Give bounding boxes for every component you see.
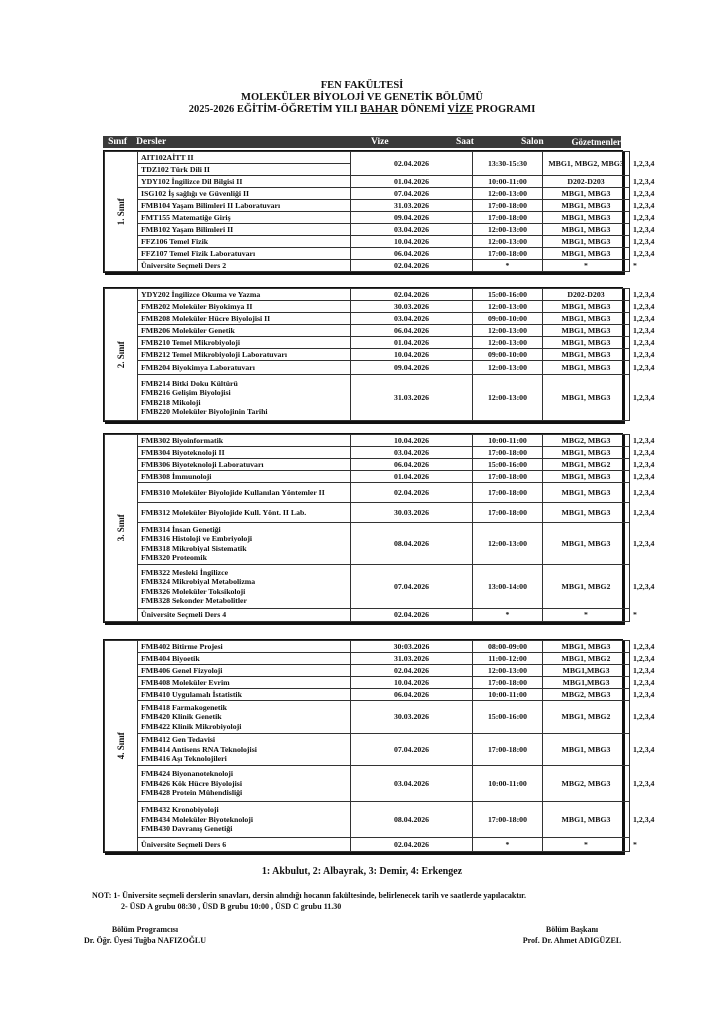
course-name: FMB414 Antisens RNA Teknolojisi xyxy=(141,744,257,754)
table-row: 4. Sınıf FMB402 Bitirme Projesi 30:03.2026 08:00-09:00 MBG1, MBG3 1,2,3,4 xyxy=(105,641,630,653)
exam-room: MBG1, MBG3 xyxy=(543,471,630,483)
class-block xyxy=(103,639,655,853)
exam-time: * xyxy=(473,838,543,852)
class-block xyxy=(103,433,655,623)
course-name: FMB404 Biyoetik xyxy=(141,653,200,663)
exam-time: 17:00-18:00 xyxy=(473,483,543,503)
class-label: 4. Sınıf xyxy=(115,732,126,760)
course-name: FMB218 Mikoloji xyxy=(141,397,201,407)
table-row: FMB322 Mesleki İngilizce FMB324 Mikrobiyal Metabolizma FMB326 Moleküler Toksikoloji FMB328 Sekonder Metabolitler 07.04.2026 13:00-14:00 MBG1, MBG2 1,2,3,4 xyxy=(105,565,630,609)
class-block xyxy=(103,287,655,422)
course-cell xyxy=(138,483,351,503)
exam-date: 01.04.2026 xyxy=(351,471,473,483)
exam-date: 07.04.2026 xyxy=(351,734,473,766)
course-cell xyxy=(138,200,351,212)
exam-room: MBG1, MBG3 xyxy=(543,361,630,375)
exam-room: MBG2, MBG3 xyxy=(543,689,630,701)
header-gozetmenler: Gözetmenler xyxy=(571,137,621,147)
table-row: FMB208 Moleküler Hücre Biyolojisi II 03.04.2026 09:00-10:00 MBG1, MBG3 1,2,3,4 xyxy=(105,313,630,325)
course-cell xyxy=(138,471,351,483)
exam-date: 02.04.2026 xyxy=(351,838,473,852)
class-label: 3. Sınıf xyxy=(115,514,126,542)
course-name: FFZ107 Temel Fizik Laboratuvarı xyxy=(141,248,256,258)
notes xyxy=(92,890,526,912)
table-row: FMB306 Biyoteknoloji Laboratuvarı 06.04.2026 15:00-16:00 MBG1, MBG2 1,2,3,4 xyxy=(105,459,630,471)
exam-time: 17:00-18:00 xyxy=(473,200,543,212)
exam-time: 15:00-16:00 xyxy=(473,459,543,471)
exam-room: * xyxy=(543,838,630,852)
table-row: FMB412 Gen Tedavisi FMB414 Antisens RNA Teknolojisi FMB416 Aşı Teknolojileri 07.04.2026 17:00-18:00 MBG1, MBG3 1,2,3,4 xyxy=(105,734,630,766)
exam-room: MBG1, MBG3 xyxy=(543,447,630,459)
exam-time: 15:00-16:00 xyxy=(473,289,543,301)
course-name: FMB304 Biyoteknoloji II xyxy=(141,447,225,457)
exam-date: 30.03.2026 xyxy=(351,301,473,313)
course-cell xyxy=(138,349,351,361)
header-dersler: Dersler xyxy=(136,137,167,147)
exam-room: MBG1, MBG3 xyxy=(543,349,630,361)
course-name: Üniversite Seçmeli Ders 4 xyxy=(141,610,227,620)
exam-room: MBG1, MBG3 xyxy=(543,523,630,565)
exam-date: 06.04.2026 xyxy=(351,689,473,701)
course-name: FMB426 Kök Hücre Biyolojisi xyxy=(141,778,242,788)
course-name: FMB104 Yaşam Bilimleri II Laboratuvarı xyxy=(141,200,281,210)
table-row: 1. Sınıf AIT102AİTT II 02.04.2026 13:30-15:30 MBG1, MBG2, MBG3 1,2,3,4 xyxy=(105,152,630,164)
course-cell xyxy=(138,665,351,677)
table-row: 2. Sınıf YDY202 İngilizce Okuma ve Yazma 02.04.2026 15:00-16:00 D202-D203 1,2,3,4 xyxy=(105,289,630,301)
course-cell xyxy=(138,459,351,471)
course-cell xyxy=(138,337,351,349)
course-cell xyxy=(138,641,351,653)
course-name: ISG102 İş sağlığı ve Güvenliği II xyxy=(141,188,250,198)
exam-time: 12:00-13:00 xyxy=(473,224,543,236)
exam-date: 31.03.2026 xyxy=(351,653,473,665)
exam-date: 03.04.2026 xyxy=(351,766,473,802)
exam-time: * xyxy=(473,609,543,622)
exam-time: 15:00-16:00 xyxy=(473,701,543,734)
course-name: FMB318 Mikrobiyal Sistematik xyxy=(141,543,247,553)
program-title-term: BAHAR xyxy=(360,104,399,115)
exam-date: 10.04.2026 xyxy=(351,236,473,248)
course-name: FMB312 Moleküler Biyolojide Kull. Yönt. II Lab. xyxy=(141,507,307,517)
table-row: FFZ106 Temel Fizik 10.04.2026 12:00-13:00 MBG1, MBG3 1,2,3,4 xyxy=(105,236,630,248)
header-salon: Salon xyxy=(520,137,544,147)
exam-room: MBG1, MBG3 xyxy=(543,734,630,766)
table-row: FMB204 Biyokimya Laboratuvarı 09.04.2026 12:00-13:00 MBG1, MBG3 1,2,3,4 xyxy=(105,361,630,375)
exam-date: 06.04.2026 xyxy=(351,325,473,337)
exam-room: MBG2, MBG3 xyxy=(543,435,630,447)
exam-date: 31.03.2026 xyxy=(351,375,473,421)
exam-room: MBG2, MBG3 xyxy=(543,766,630,802)
exam-room: MBG1, MBG2 xyxy=(543,653,630,665)
table-row: FMB310 Moleküler Biyolojide Kullanılan Yöntemler II 02.04.2026 17:00-18:00 MBG1, MBG3 1,2,3,4 xyxy=(105,483,630,503)
course-cell xyxy=(138,224,351,236)
exam-time: 17:00-18:00 xyxy=(473,212,543,224)
course-name: FMB406 Genel Fizyoloji xyxy=(141,665,223,675)
table-row: FMB432 Kronobiyoloji FMB434 Moleküler Biyoteknoloji FMB430 Davranış Genetiği 08.04.2026 17:00-18:00 MBG1, MBG3 1,2,3,4 xyxy=(105,802,630,838)
course-cell xyxy=(138,565,351,609)
course-name: Üniversite Seçmeli Ders 2 xyxy=(141,260,227,270)
class-label-cell xyxy=(105,152,138,272)
course-cell xyxy=(138,260,351,272)
exam-room: MBG1, MBG3 xyxy=(543,325,630,337)
course-cell xyxy=(138,248,351,260)
course-name: FFZ106 Temel Fizik xyxy=(141,236,209,246)
course-cell xyxy=(138,313,351,325)
course-name: FMB408 Moleküler Evrim xyxy=(141,677,230,687)
exam-time: 17:00-18:00 xyxy=(473,802,543,838)
note-2: 2- ÜSD A grubu 08:30 , ÜSD B grubu 10:00 , ÜSD C grubu 11.30 xyxy=(121,902,342,911)
exam-time: 13:00-14:00 xyxy=(473,565,543,609)
table-row: FMB408 Moleküler Evrim 10.04.2026 17:00-18:00 MBG1,MBG3 1,2,3,4 xyxy=(105,677,630,689)
table-row: FMB424 Biyonanoteknoloji FMB426 Kök Hücre Biyolojisi FMB428 Protein Mühendisliği 03.04.2026 10:00-11:00 MBG2, MBG3 1,2,3,4 xyxy=(105,766,630,802)
exam-room: MBG1, MBG3 xyxy=(543,641,630,653)
schedule-table xyxy=(104,151,655,272)
table-row: YDY102 İngilizce Dil Bilgisi II 01.04.2026 10:00-11:00 D202-D203 1,2,3,4 xyxy=(105,176,630,188)
exam-date: 10.04.2026 xyxy=(351,349,473,361)
program-title xyxy=(0,104,724,116)
signature-programmer-name: Dr. Öğr. Üyesi Tuğba NAFIZOĞLU xyxy=(83,936,207,945)
course-cell xyxy=(138,289,351,301)
course-cell xyxy=(138,375,351,421)
exam-date: 03.04.2026 xyxy=(351,313,473,325)
course-cell xyxy=(138,677,351,689)
exam-date: 02.04.2026 xyxy=(351,260,473,272)
exam-date: 07.04.2026 xyxy=(351,565,473,609)
course-name: FMB202 Moleküler Biyokimya II xyxy=(141,301,253,311)
course-cell xyxy=(138,176,351,188)
course-name: FMB220 Moleküler Biyolojinin Tarihi xyxy=(141,407,268,416)
course-cell xyxy=(138,435,351,447)
course-cell xyxy=(138,653,351,665)
exam-room: MBG1,MBG3 xyxy=(543,665,630,677)
course-name: FMB204 Biyokimya Laboratuvarı xyxy=(141,362,255,372)
exam-date: 30.03.2026 xyxy=(351,701,473,734)
exam-time: 12:00-13:00 xyxy=(473,375,543,421)
department-title: MOLEKÜLER BİYOLOJİ VE GENETİK BÖLÜMÜ xyxy=(241,92,483,103)
exam-date: 08.04.2026 xyxy=(351,802,473,838)
course-name: FMB102 Yaşam Bilimleri II xyxy=(141,224,234,234)
exam-date: 07.04.2026 xyxy=(351,188,473,200)
course-cell xyxy=(138,188,351,200)
course-name: FMB212 Temel Mikrobiyoloji Laboratuvarı xyxy=(141,349,288,359)
course-name: FMB206 Moleküler Genetik xyxy=(141,325,235,335)
exam-time: 10:00-11:00 xyxy=(473,766,543,802)
exam-date: 06.04.2026 xyxy=(351,248,473,260)
schedule-table xyxy=(104,288,655,421)
exam-date: 08.04.2026 xyxy=(351,523,473,565)
table-row: Üniversite Seçmeli Ders 6 02.04.2026 * * * xyxy=(105,838,630,852)
course-name: FMB322 Mesleki İngilizce xyxy=(141,567,229,577)
table-header xyxy=(103,136,621,148)
program-title-exam-type: VİZE xyxy=(447,104,474,115)
table-row: FMB212 Temel Mikrobiyoloji Laboratuvarı 10.04.2026 09:00-10:00 MBG1, MBG3 1,2,3,4 xyxy=(105,349,630,361)
exam-date: 10.04.2026 xyxy=(351,435,473,447)
exam-date: 30:03.2026 xyxy=(351,641,473,653)
exam-room: D202-D203 xyxy=(543,176,630,188)
course-name: FMB410 Uygulamalı İstatistik xyxy=(141,689,242,699)
exam-room: MBG1, MBG2, MBG3 xyxy=(543,152,630,176)
course-name: FMB416 Aşı Teknolojileri xyxy=(141,754,227,764)
course-cell xyxy=(138,802,351,838)
schedule-table xyxy=(104,640,655,852)
exam-time: 12:00-13:00 xyxy=(473,665,543,677)
course-name: FMB210 Temel Mikrobiyoloji xyxy=(141,337,241,347)
exam-date: 02.04.2026 xyxy=(351,609,473,622)
class-label-cell xyxy=(105,641,138,852)
course-cell xyxy=(138,609,351,622)
course-name: FMB316 Histoloji ve Embriyoloji xyxy=(141,534,253,543)
table-row: ISG102 İş sağlığı ve Güvenliği II 07.04.2026 12:00-13:00 MBG1, MBG3 1,2,3,4 xyxy=(105,188,630,200)
exam-room: MBG1, MBG3 xyxy=(543,313,630,325)
course-cell xyxy=(138,447,351,459)
course-name: FMB308 İmmunoloji xyxy=(141,471,212,481)
course-cell xyxy=(138,766,351,802)
table-row: Üniversite Seçmeli Ders 2 02.04.2026 * * * xyxy=(105,260,630,272)
course-name: TDZ102 Türk Dili II xyxy=(141,164,210,174)
table-row: FMB102 Yaşam Bilimleri II 03.04.2026 12:00-13:00 MBG1, MBG3 1,2,3,4 xyxy=(105,224,630,236)
course-cell xyxy=(138,701,351,734)
exam-time: 17:00-18:00 xyxy=(473,734,543,766)
program-title-year: 2025-2026 EĞİTİM-ÖĞRETİM YILI xyxy=(188,104,361,115)
course-name: FMB328 Sekonder Metabolitler xyxy=(141,596,247,605)
course-name: FMB216 Gelişim Biyolojisi xyxy=(141,388,231,397)
table-row: Üniversite Seçmeli Ders 4 02.04.2026 * * * xyxy=(105,609,630,622)
course-cell xyxy=(138,236,351,248)
class-label-cell xyxy=(105,289,138,421)
exam-time: 12:00-13:00 xyxy=(473,188,543,200)
course-name: FMB214 Bitki Doku Kültürü xyxy=(141,378,238,388)
exam-time: 17:00-18:00 xyxy=(473,503,543,523)
course-name: FMB430 Davranış Genetiği xyxy=(141,824,233,834)
table-row: FMB312 Moleküler Biyolojide Kull. Yönt. II Lab. 30.03.2026 17:00-18:00 MBG1, MBG3 1,2,3,4 xyxy=(105,503,630,523)
header-vize: Vize xyxy=(370,137,389,147)
exam-room: MBG1, MBG3 xyxy=(543,301,630,313)
exam-room: MBG1, MBG3 xyxy=(543,212,630,224)
course-cell xyxy=(138,152,351,164)
header-saat: Saat xyxy=(455,137,474,147)
table-row: 3. Sınıf FMB302 Biyoinformatik 10.04.2026 10:00-11:00 MBG2, MBG3 1,2,3,4 xyxy=(105,435,630,447)
faculty-title: FEN FAKÜLTESİ xyxy=(320,80,404,91)
exam-time: 17:00-18:00 xyxy=(473,447,543,459)
course-name: FMT155 Matematiğe Giriş xyxy=(141,212,231,222)
table-row: FMB314 İnsan Genetiği FMB316 Histoloji ve Embriyoloji FMB318 Mikrobiyal Sistematik FMB320 Proteomik 08.04.2026 12:00-13:00 MBG1, MBG3 1,2,3,4 xyxy=(105,523,630,565)
table-row: FMB104 Yaşam Bilimleri II Laboratuvarı 31.03.2026 17:00-18:00 MBG1, MBG3 1,2,3,4 xyxy=(105,200,630,212)
proctor-legend: 1: Akbulut, 2: Albayrak, 3: Demir, 4: Erkengez xyxy=(261,866,463,877)
course-name: FMB302 Biyoinformatik xyxy=(141,435,224,445)
course-name: FMB428 Protein Mühendisliği xyxy=(141,788,243,798)
exam-time: 12:00-13:00 xyxy=(473,337,543,349)
class-label-cell xyxy=(105,435,138,622)
table-row: FMB308 İmmunoloji 01.04.2026 17:00-18:00 MBG1, MBG3 1,2,3,4 xyxy=(105,471,630,483)
exam-room: MBG1, MBG3 xyxy=(543,224,630,236)
course-name: FMB320 Proteomik xyxy=(141,553,207,562)
course-cell xyxy=(138,523,351,565)
course-name: YDY202 İngilizce Okuma ve Yazma xyxy=(141,289,261,299)
course-cell xyxy=(138,689,351,701)
exam-date: 30.03.2026 xyxy=(351,503,473,523)
exam-time: 12:00-13:00 xyxy=(473,523,543,565)
program-title-donem: DÖNEMİ xyxy=(398,104,448,115)
exam-room: MBG1, MBG3 xyxy=(543,375,630,421)
course-name: FMB306 Biyoteknoloji Laboratuvarı xyxy=(141,459,264,469)
table-row: FMB202 Moleküler Biyokimya II 30.03.2026 12:00-13:00 MBG1, MBG3 1,2,3,4 xyxy=(105,301,630,313)
exam-room: MBG1, MBG3 xyxy=(543,503,630,523)
exam-date: 01.04.2026 xyxy=(351,176,473,188)
exam-date: 10.04.2026 xyxy=(351,677,473,689)
course-cell xyxy=(138,503,351,523)
course-name: FMB432 Kronobiyoloji xyxy=(141,805,219,815)
exam-room: MBG1, MBG3 xyxy=(543,188,630,200)
exam-room: MBG1,MBG3 xyxy=(543,677,630,689)
course-name: FMB208 Moleküler Hücre Biyolojisi II xyxy=(141,313,271,323)
exam-time: 10:00-11:00 xyxy=(473,435,543,447)
exam-room: D202-D203 xyxy=(543,289,630,301)
course-name: AIT102AİTT II xyxy=(141,152,194,162)
course-name: YDY102 İngilizce Dil Bilgisi II xyxy=(141,176,243,186)
exam-time: 13:30-15:30 xyxy=(473,152,543,176)
exam-date: 01.04.2026 xyxy=(351,337,473,349)
course-cell xyxy=(138,325,351,337)
signature-head-title: Bölüm Başkanı xyxy=(545,925,599,934)
table-row: FMB206 Moleküler Genetik 06.04.2026 12:00-13:00 MBG1, MBG3 1,2,3,4 xyxy=(105,325,630,337)
table-row: FMB418 Farmakogenetik FMB420 Klinik Genetik FMB422 Klinik Mikrobiyoloji 30.03.2026 15:00-16:00 MBG1, MBG2 1,2,3,4 xyxy=(105,701,630,734)
exam-time: 12:00-13:00 xyxy=(473,236,543,248)
table-row: FMB404 Biyoetik 31.03.2026 11:00-12:00 MBG1, MBG2 1,2,3,4 xyxy=(105,653,630,665)
class-label: 1. Sınıf xyxy=(115,197,126,226)
exam-room: MBG1, MBG3 xyxy=(543,337,630,349)
exam-room: MBG1, MBG2 xyxy=(543,565,630,609)
course-name: FMB324 Mikrobiyal Metabolizma xyxy=(141,577,256,586)
exam-room: MBG1, MBG3 xyxy=(543,483,630,503)
course-name: FMB434 Moleküler Biyoteknoloji xyxy=(141,814,254,824)
course-name: FMB424 Biyonanoteknoloji xyxy=(141,769,234,779)
exam-time: 08:00-09:00 xyxy=(473,641,543,653)
program-title-suffix: PROGRAMI xyxy=(473,104,536,115)
course-name: FMB326 Moleküler Toksikoloji xyxy=(141,586,246,596)
signature-programmer-title: Bölüm Programcısı xyxy=(111,925,179,934)
exam-time: * xyxy=(473,260,543,272)
exam-date: 02.04.2026 xyxy=(351,152,473,176)
exam-room: MBG1, MBG2 xyxy=(543,701,630,734)
exam-date: 03.04.2026 xyxy=(351,447,473,459)
course-cell xyxy=(138,164,351,176)
exam-date: 06.04.2026 xyxy=(351,459,473,471)
exam-room: MBG1, MBG3 xyxy=(543,236,630,248)
exam-date: 31.03.2026 xyxy=(351,200,473,212)
exam-time: 12:00-13:00 xyxy=(473,301,543,313)
document-title xyxy=(0,80,724,116)
signature-head xyxy=(502,924,642,946)
course-name: FMB412 Gen Tedavisi xyxy=(141,735,216,745)
exam-time: 11:00-12:00 xyxy=(473,653,543,665)
exam-date: 02.04.2026 xyxy=(351,665,473,677)
note-1: NOT: 1- Üniversite seçmeli derslerin sınavları, dersin alındığı hocanın fakültesinde, belirlenecek tarih ve saatlerde yapılacaktır. xyxy=(92,891,526,900)
signature-head-name: Prof. Dr. Ahmet ADIGÜZEL xyxy=(522,936,622,945)
table-row: FMT155 Matematiğe Giriş 09.04.2026 17:00-18:00 MBG1, MBG3 1,2,3,4 xyxy=(105,212,630,224)
table-row: FMB410 Uygulamalı İstatistik 06.04.2026 10:00-11:00 MBG2, MBG3 1,2,3,4 xyxy=(105,689,630,701)
exam-date: 09.04.2026 xyxy=(351,361,473,375)
table-row: FMB210 Temel Mikrobiyoloji 01.04.2026 12:00-13:00 MBG1, MBG3 1,2,3,4 xyxy=(105,337,630,349)
exam-time: 09:00-10:00 xyxy=(473,349,543,361)
table-row: FMB214 Bitki Doku Kültürü FMB216 Gelişim Biyolojisi FMB218 Mikoloji FMB220 Moleküler Biyolojinin Tarihi 31.03.2026 12:00-13:00 MBG1, MBG3 1,2,3,4 xyxy=(105,375,630,421)
exam-time: 10:00-11:00 xyxy=(473,689,543,701)
exam-room: * xyxy=(543,609,630,622)
course-name: Üniversite Seçmeli Ders 6 xyxy=(141,839,227,849)
exam-date: 02.04.2026 xyxy=(351,483,473,503)
exam-room: MBG1, MBG2 xyxy=(543,459,630,471)
exam-room: * xyxy=(543,260,630,272)
table-row: FMB304 Biyoteknoloji II 03.04.2026 17:00-18:00 MBG1, MBG3 1,2,3,4 xyxy=(105,447,630,459)
exam-time: 17:00-18:00 xyxy=(473,677,543,689)
course-name: FMB310 Moleküler Biyolojide Kullanılan Yöntemler II xyxy=(141,487,325,497)
exam-room: MBG1, MBG3 xyxy=(543,248,630,260)
course-name: FMB314 İnsan Genetiği xyxy=(141,524,221,534)
exam-date: 02.04.2026 xyxy=(351,289,473,301)
exam-time: 17:00-18:00 xyxy=(473,471,543,483)
course-cell xyxy=(138,838,351,852)
exam-time: 10:00-11:00 xyxy=(473,176,543,188)
course-cell xyxy=(138,734,351,766)
class-label: 2. Sınıf xyxy=(115,340,126,369)
course-cell xyxy=(138,361,351,375)
course-cell xyxy=(138,212,351,224)
exam-time: 17:00-18:00 xyxy=(473,248,543,260)
exam-date: 03.04.2026 xyxy=(351,224,473,236)
course-cell xyxy=(138,301,351,313)
signature-programmer xyxy=(60,924,230,946)
exam-date: 09.04.2026 xyxy=(351,212,473,224)
course-name: FMB420 Klinik Genetik xyxy=(141,712,222,722)
course-name: FMB422 Klinik Mikrobiyoloji xyxy=(141,721,242,731)
exam-room: MBG1, MBG3 xyxy=(543,200,630,212)
schedule-table xyxy=(104,434,655,622)
exam-time: 12:00-13:00 xyxy=(473,361,543,375)
table-row: FFZ107 Temel Fizik Laboratuvarı 06.04.2026 17:00-18:00 MBG1, MBG3 1,2,3,4 xyxy=(105,248,630,260)
course-name: FMB418 Farmakogenetik xyxy=(141,702,227,712)
table-row: FMB406 Genel Fizyoloji 02.04.2026 12:00-13:00 MBG1,MBG3 1,2,3,4 xyxy=(105,665,630,677)
header-sinif: Sınıf xyxy=(108,137,128,147)
course-name: FMB402 Bitirme Projesi xyxy=(141,641,223,651)
exam-time: 09:00-10:00 xyxy=(473,313,543,325)
class-block xyxy=(103,150,655,273)
exam-time: 12:00-13:00 xyxy=(473,325,543,337)
exam-room: MBG1, MBG3 xyxy=(543,802,630,838)
